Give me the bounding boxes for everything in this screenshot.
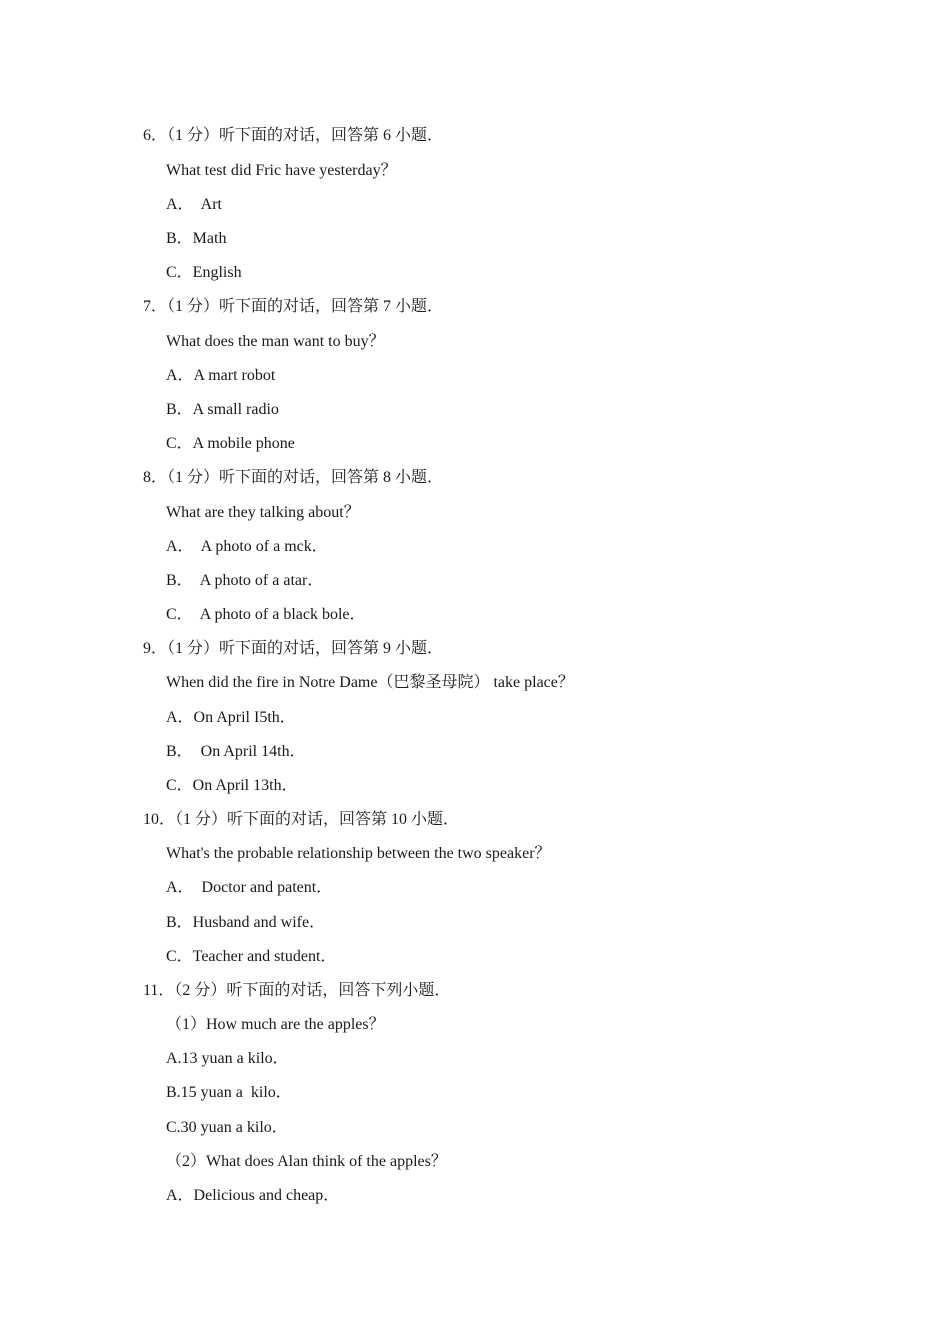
question-7-header: 7．（1 分）听下面的对话，回答第 7 小题． — [143, 298, 444, 315]
question-7-option-c: C．A mobile phone — [166, 435, 295, 452]
question-7-prompt: What does the man want to buy？ — [166, 333, 385, 350]
question-10-header: 10．（1 分）听下面的对话，回答第 10 小题． — [143, 811, 460, 828]
question-9-option-a: A．On April I5th． — [166, 709, 296, 726]
question-9-header: 9．（1 分）听下面的对话，回答第 9 小题． — [143, 640, 444, 657]
question-9-option-c: C．On April 13th． — [166, 777, 298, 794]
question-8-prompt: What are they talking about？ — [166, 504, 360, 521]
question-9-option-b: B． On April 14th． — [166, 743, 306, 760]
question-11-sub-2-option-a: A．Delicious and cheap． — [166, 1187, 340, 1204]
question-6-header: 6．（1 分）听下面的对话，回答第 6 小题． — [143, 127, 444, 144]
question-8-option-b: B． A photo of a atar． — [166, 572, 324, 589]
question-7-option-b: B．A small radio — [166, 401, 279, 418]
question-8-header: 8．（1 分）听下面的对话，回答第 8 小题． — [143, 469, 444, 486]
question-8-option-a: A． A photo of a mck． — [166, 538, 328, 555]
question-10-prompt: What's the probable relationship between the two speaker？ — [166, 845, 551, 862]
question-10-option-b: B．Husband and wife． — [166, 914, 326, 931]
question-6-option-b: B．Math — [166, 230, 227, 247]
question-11-sub-1-option-a: A.13 yuan a kilo． — [166, 1050, 289, 1067]
question-6-option-c: C．English — [166, 264, 242, 281]
question-6-option-a: A． Art — [166, 196, 223, 213]
question-11-sub-1-option-c: C.30 yuan a kilo． — [166, 1119, 288, 1136]
question-10-option-c: C．Teacher and student． — [166, 948, 337, 965]
question-11-sub-2-prompt: （2）What does Alan think of the apples？ — [166, 1153, 447, 1170]
question-11-sub-1-option-b: B.15 yuan a kilo． — [166, 1084, 292, 1101]
question-8-option-c: C． A photo of a black bole． — [166, 606, 366, 623]
question-11-sub-1-prompt: （1）How much are the apples？ — [166, 1016, 385, 1033]
question-10-option-a: A． Doctor and patent． — [166, 879, 333, 896]
question-9-prompt: When did the fire in Notre Dame（巴黎圣母院） take place？ — [166, 674, 574, 691]
question-7-option-a: A．A mart robot — [166, 367, 276, 384]
question-6-prompt: What test did Fric have yesterday？ — [166, 162, 397, 179]
question-11-header: 11．（2 分）听下面的对话，回答下列小题． — [143, 982, 451, 999]
